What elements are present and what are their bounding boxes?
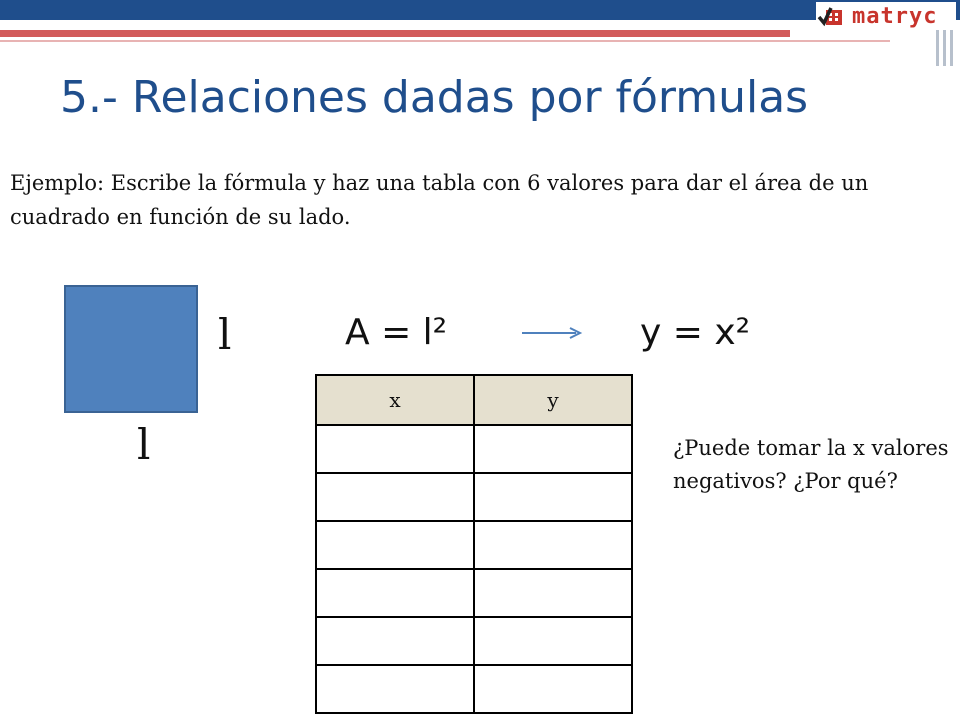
table-header-row — [316, 375, 632, 425]
table-cell-x[interactable] — [316, 569, 474, 617]
table-cell-y[interactable] — [474, 617, 632, 665]
table-row — [316, 665, 632, 713]
question-text: ¿Puede tomar la x valores negativos? ¿Por qué? — [673, 436, 949, 493]
table-row — [316, 617, 632, 665]
table-cell-x[interactable] — [316, 521, 474, 569]
table-cell-x[interactable] — [316, 473, 474, 521]
table-row — [316, 425, 632, 473]
right-arrow-icon — [522, 325, 584, 341]
table-cell-x[interactable] — [316, 425, 474, 473]
square-figure — [64, 285, 198, 413]
header-accent-line-thin — [0, 40, 890, 42]
table-cell-x[interactable] — [316, 665, 474, 713]
table-cell-x[interactable] — [316, 617, 474, 665]
values-table — [315, 374, 633, 714]
header-accent-line — [0, 30, 790, 37]
logo-text: matryc — [852, 3, 938, 29]
column-header-y: y — [474, 375, 632, 425]
table-cell-y[interactable] — [474, 521, 632, 569]
matryc-logo — [816, 2, 956, 30]
table-cell-y[interactable] — [474, 473, 632, 521]
table-row — [316, 521, 632, 569]
function-formula: y = x² — [640, 312, 751, 353]
example-instructions: Ejemplo: Escribe la fórmula y haz una tabla con 6 valores para dar el área de un cuadrado en función de su lado. — [10, 171, 869, 229]
table-cell-y[interactable] — [474, 425, 632, 473]
table-cell-y[interactable] — [474, 665, 632, 713]
area-formula: A = l² — [345, 312, 448, 353]
side-label-bottom: l — [137, 420, 151, 469]
table-row — [316, 569, 632, 617]
page-title: 5.- Relaciones dadas por fórmulas — [60, 72, 809, 123]
column-header-x: x — [316, 375, 474, 425]
table-row — [316, 473, 632, 521]
table-cell-y[interactable] — [474, 569, 632, 617]
house-check-icon — [816, 3, 846, 29]
side-label-right: l — [218, 310, 232, 359]
